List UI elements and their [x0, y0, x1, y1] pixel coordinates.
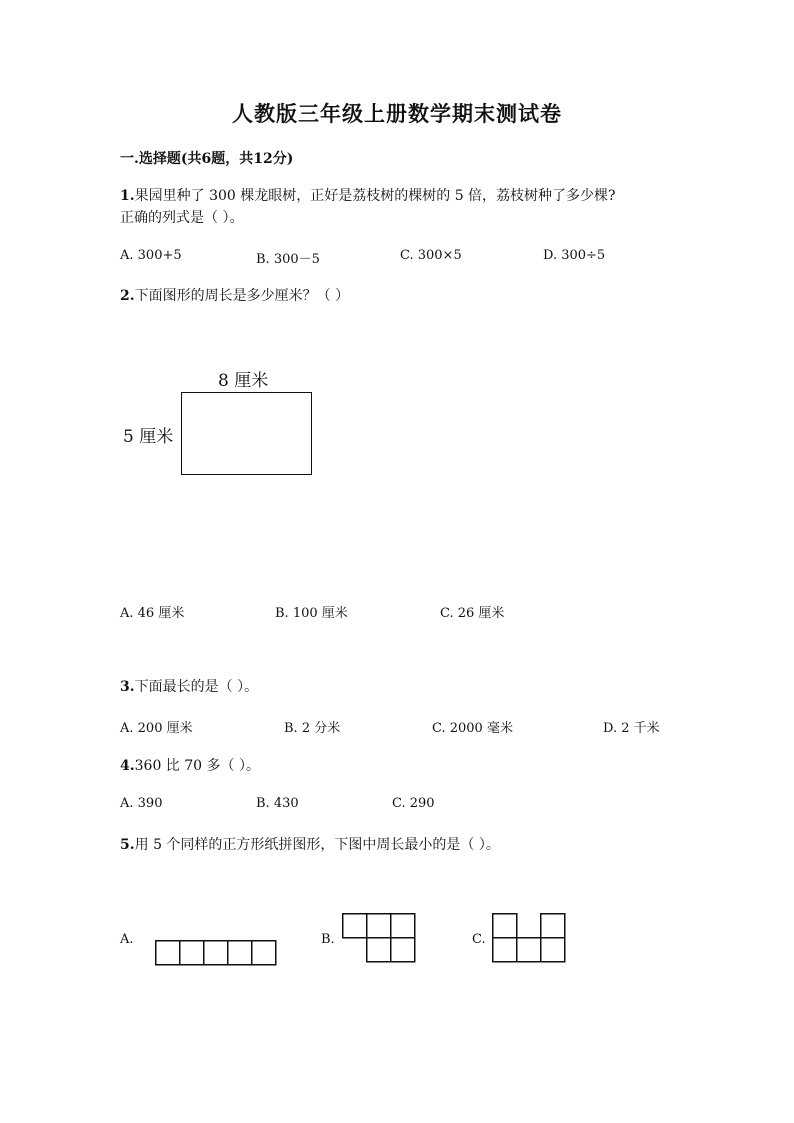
shape-b-label[interactable]: B. [321, 932, 335, 947]
question-3 [120, 676, 258, 698]
rectangle-height-label: 5 厘米 [123, 427, 174, 447]
question-number: 2. [120, 288, 135, 304]
option-a[interactable]: A. 300+5 [120, 248, 182, 263]
option-c[interactable]: C. 26 厘米 [440, 606, 505, 621]
question-text: 下面图形的周长是多少厘米？（ ） [134, 288, 350, 304]
question-text: 下面最长的是（ ）。 [134, 679, 259, 695]
question-4 [120, 755, 260, 777]
shape-c-figure [492, 913, 565, 963]
option-c[interactable]: C. 290 [392, 796, 435, 811]
option-a[interactable]: A. 200 厘米 [120, 721, 193, 736]
option-d[interactable]: D. 300÷5 [543, 248, 606, 263]
shape-c-label[interactable]: C. [472, 932, 486, 947]
question-text: 果园里种了 300 棵龙眼树，正好是荔枝树的棵树的 5 倍，荔枝树种了多少棵? [134, 188, 616, 204]
page-title: 人教版三年级上册数学期末测试卷 [232, 101, 562, 126]
question-text-line2: 正确的列式是（ ）。 [120, 210, 244, 226]
option-c[interactable]: C. 2000 毫米 [432, 721, 513, 736]
question-number: 3. [120, 679, 135, 695]
rectangle-width-label: 8 厘米 [218, 371, 269, 391]
shape-a-label[interactable]: A. [120, 932, 134, 947]
option-d[interactable]: D. 2 千米 [603, 721, 660, 736]
option-b[interactable]: B. 100 厘米 [275, 606, 348, 621]
question-number: 4. [120, 758, 135, 774]
rectangle-figure [181, 392, 312, 475]
section-heading: 一.选择题(共6题，共12分) [120, 151, 294, 167]
question-number: 1. [120, 188, 135, 204]
question-5 [120, 834, 500, 856]
option-a[interactable]: A. 46 厘米 [120, 606, 185, 621]
option-b[interactable]: B. 300－5 [256, 252, 320, 267]
question-text: 360 比 70 多（ ）。 [134, 758, 260, 774]
shape-a-figure [155, 940, 276, 966]
option-a[interactable]: A. 390 [120, 796, 163, 811]
question-2 [120, 285, 349, 307]
option-b[interactable]: B. 2 分米 [284, 721, 341, 736]
question-number: 5. [120, 837, 135, 853]
option-b[interactable]: B. 430 [256, 796, 299, 811]
shape-b-figure [342, 913, 415, 963]
question-text: 用 5 个同样的正方形纸拼图形，下图中周长最小的是（ ）。 [134, 837, 500, 853]
option-c[interactable]: C. 300×5 [400, 248, 462, 263]
question-1 [120, 185, 616, 229]
